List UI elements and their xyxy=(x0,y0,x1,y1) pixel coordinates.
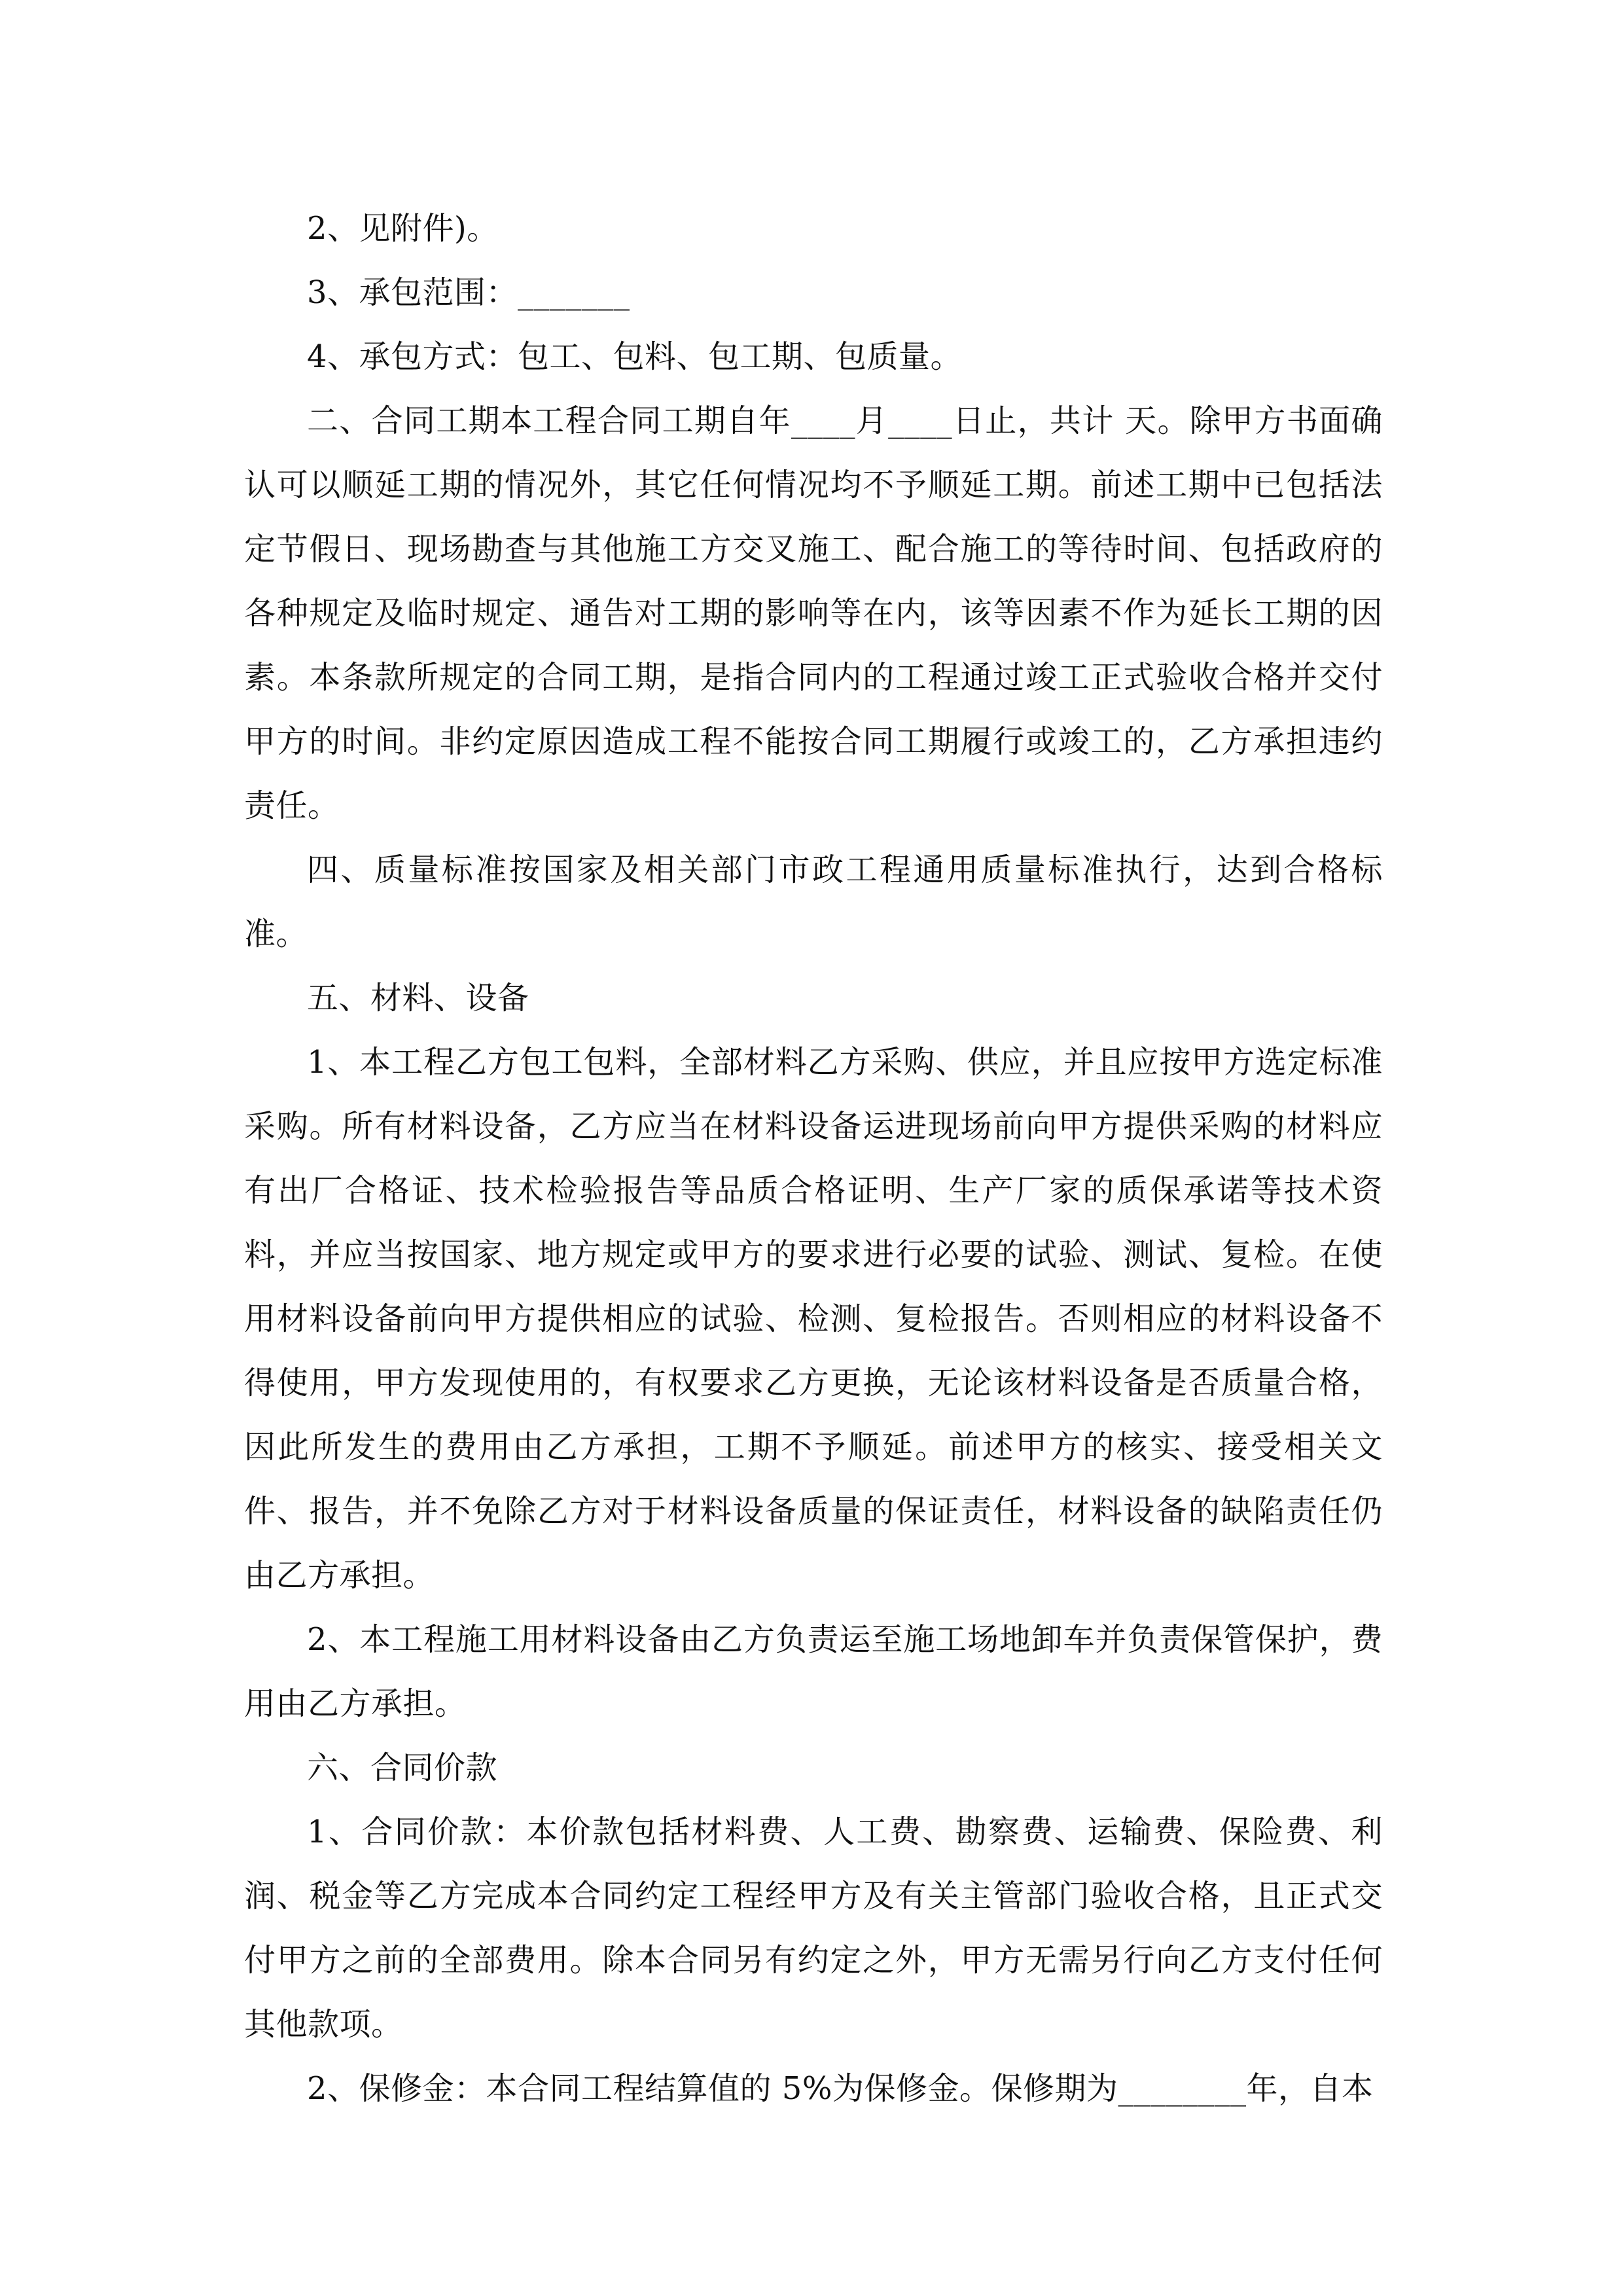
paragraph-materials-transport: 2、本工程施工用材料设备由乙方负责运至施工场地卸车并负责保管保护，费用由乙方承担。 xyxy=(244,1621,1383,1722)
paragraph-contract-price: 1、合同价款：本价款包括材料费、人工费、勘察费、运输费、保险费、利润、税金等乙方完成本合同约定工程经甲方及有关主管部门验收合格，且正式交付甲方之前的全部费用。除本合同另有约定之外，甲方无需另行向乙方支付任何其他款项。 xyxy=(244,1814,1383,2043)
paragraph-contract-scope: 3、承包范围：_______ xyxy=(307,274,630,311)
contract-body xyxy=(244,196,1383,2121)
paragraph-quality-standard: 四、质量标准按国家及相关部门市政工程通用质量标准执行，达到合格标准。 xyxy=(244,852,1383,952)
paragraph-materials-procurement: 1、本工程乙方包工包料，全部材料乙方采购、供应，并且应按甲方选定标准采购。所有材料设备，乙方应当在材料设备运进现场前向甲方提供采购的材料应有出厂合格证、技术检验报告等品质合格证明、生产厂家的质保承诺等技术资料，并应当按国家、地方规定或甲方的要求进行必要的试验、测试、复检。在使用材料设备前向甲方提供相应的试验、检测、复检报告。否则相应的材料设备不得使用，甲方发现使用的，有权要求乙方更换，无论该材料设备是否质量合格，因此所发生的费用由乙方承担，工期不予顺延。前述甲方的核实、接受相关文件、报告，并不免除乙方对于材料设备质量的保证责任，材料设备的缺陷责任仍由乙方承担。 xyxy=(244,1044,1383,1594)
paragraph-attachment-note: 2、见附件)。 xyxy=(307,210,499,247)
paragraph-warranty-deposit: 2、保修金：本合同工程结算值的 5%为保修金。保修期为________年，自本 xyxy=(307,2070,1374,2107)
paragraph-contract-period: 二、合同工期本工程合同工期自年____月____日止，共计 天。除甲方书面确认可以顺延工期的情况外，其它任何情况均不予顺延工期。前述工期中已包括法定节假日、现场勘查与其他施工方交叉施工、配合施工的等待时间、包括政府的各种规定及临时规定、通告对工期的影响等在内，该等因素不作为延长工期的因素。本条款所规定的合同工期，是指合同内的工程通过竣工正式验收合格并交付甲方的时间。非约定原因造成工程不能按合同工期履行或竣工的，乙方承担违约责任。 xyxy=(244,403,1383,824)
section-heading-contract-price: 六、合同价款 xyxy=(307,1749,498,1786)
paragraph-contract-method: 4、承包方式：包工、包料、包工期、包质量。 xyxy=(307,338,963,375)
section-heading-materials: 五、材料、设备 xyxy=(307,980,529,1016)
